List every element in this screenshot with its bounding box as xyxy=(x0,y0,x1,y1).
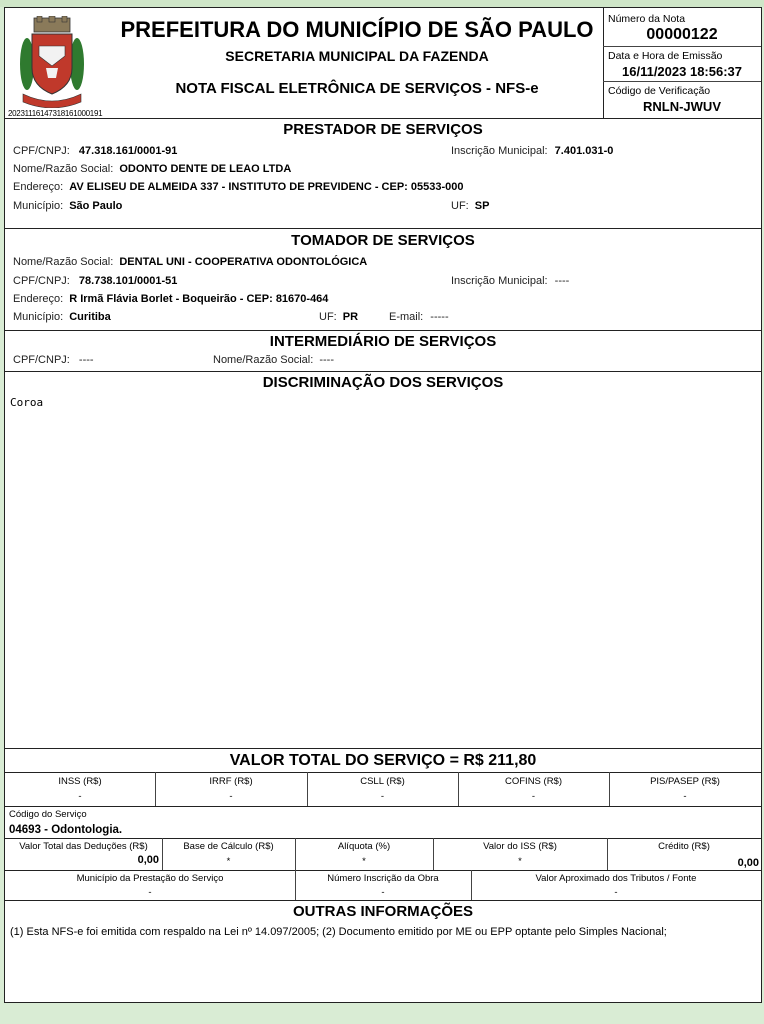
csll-label: CSLL (R$) xyxy=(360,776,405,787)
provider-im-row xyxy=(451,145,613,157)
window-top-strip xyxy=(0,0,764,7)
provider-im-label: Inscrição Municipal: xyxy=(451,145,548,157)
provider-section-title: PRESTADOR DE SERVIÇOS xyxy=(283,121,483,138)
provider-address-row xyxy=(13,181,463,193)
client-city: Curitiba xyxy=(69,311,111,323)
total-value: VALOR TOTAL DO SERVIÇO = R$ 211,80 xyxy=(229,752,537,769)
provider-address: AV ELISEU DE ALMEIDA 337 - INSTITUTO DE PREVIDENC - CEP: 05533-000 xyxy=(69,181,464,193)
work-registration-label: Número Inscrição da Obra xyxy=(327,873,439,884)
intermediary-cnpj-label: CPF/CNPJ: xyxy=(13,354,70,366)
divider-provider xyxy=(5,228,761,229)
approx-taxes-value: - xyxy=(614,887,618,898)
intermediary-name: ---- xyxy=(319,354,334,366)
divider-taxes xyxy=(5,806,761,807)
other-info-text: (1) Esta NFS-e foi emitida com respaldo na Lei nº 14.097/2005; (2) Documento emitido por ME ou EPP optante pelo Simples Nacional; xyxy=(10,926,667,938)
client-cnpj: 78.738.101/0001-51 xyxy=(78,275,178,287)
rate-value: * xyxy=(362,856,366,867)
pis-pasep-value: - xyxy=(683,791,687,802)
client-address-row xyxy=(13,293,328,305)
verification-code-label: Código de Verificação xyxy=(608,85,711,97)
client-cnpj-label: CPF/CNPJ: xyxy=(13,275,70,287)
cofins-value: - xyxy=(531,791,536,802)
intermediary-name-row xyxy=(213,354,334,366)
service-city-label: Município da Prestação do Serviço xyxy=(76,873,224,884)
intermediary-cnpj: ---- xyxy=(78,354,94,366)
client-im: ---- xyxy=(554,275,570,287)
verification-code: RNLN-JWUV xyxy=(643,99,721,114)
note-number-label: Número da Nota xyxy=(608,13,686,25)
provider-cnpj-row xyxy=(13,145,177,157)
client-name-row xyxy=(13,256,367,268)
divider-intermediary xyxy=(5,371,761,372)
work-registration-value: - xyxy=(381,887,385,898)
provider-name-row xyxy=(13,163,291,175)
divider-header xyxy=(5,118,761,119)
inss-label: INSS (R$) xyxy=(58,776,102,787)
iss-value: * xyxy=(518,856,522,867)
provider-uf-row xyxy=(451,200,489,212)
info-divider-2 xyxy=(603,81,761,82)
client-cnpj-row xyxy=(13,275,177,287)
deductions-value: 0,00 xyxy=(137,854,159,866)
services-description-title: DISCRIMINAÇÃO DOS SERVIÇOS xyxy=(262,374,504,391)
service-code: 04693 - Odontologia. xyxy=(9,824,123,836)
note-number: 00000122 xyxy=(646,26,718,43)
provider-uf-label: UF: xyxy=(451,200,469,212)
intermediary-section-title: INTERMEDIÁRIO DE SERVIÇOS xyxy=(269,333,497,350)
client-im-row xyxy=(451,275,569,287)
document-type-title: NOTA FISCAL ELETRÔNICA DE SERVIÇOS - NFS-e xyxy=(175,80,539,97)
client-im-label: Inscrição Municipal: xyxy=(451,275,548,287)
divider-location xyxy=(5,900,761,901)
client-uf: PR xyxy=(342,311,359,323)
calc-base-value: * xyxy=(226,856,231,867)
approx-taxes-label: Valor Aproximado dos Tributos / Fonte xyxy=(535,873,697,884)
iss-value-label: Valor do ISS (R$) xyxy=(483,841,557,852)
deductions-label: Valor Total das Deduções (R$) xyxy=(19,841,148,852)
municipality-title: PREFEITURA DO MUNICÍPIO DE SÃO PAULO xyxy=(120,17,594,42)
client-address-label: Endereço: xyxy=(13,293,64,305)
client-city-row xyxy=(13,311,111,323)
service-code-label: Código do Serviço xyxy=(9,809,87,820)
provider-name-label: Nome/Razão Social: xyxy=(13,163,114,175)
client-email-row xyxy=(389,311,449,323)
provider-city-label: Município: xyxy=(13,200,64,212)
nfse-document xyxy=(4,7,762,1003)
provider-address-label: Endereço: xyxy=(13,181,64,193)
provider-uf: SP xyxy=(474,200,490,212)
calc-base-label: Base de Cálculo (R$) xyxy=(183,841,274,852)
intermediary-cnpj-row xyxy=(13,354,94,366)
rate-label: Alíquota (%) xyxy=(337,841,391,852)
intermediary-name-label: Nome/Razão Social: xyxy=(213,354,314,366)
prefeitura-coat-of-arms xyxy=(19,16,85,108)
other-info-title: OUTRAS INFORMAÇÕES xyxy=(293,903,473,920)
client-uf-row xyxy=(319,311,358,323)
issue-datetime: 16/11/2023 18:56:37 xyxy=(622,64,742,79)
irrf-value: - xyxy=(229,791,233,802)
divider-services xyxy=(5,748,761,749)
client-section-title: TOMADOR DE SERVIÇOS xyxy=(291,232,475,249)
barcode-number: 20231116147318161000191 xyxy=(8,109,103,118)
info-divider-1 xyxy=(603,46,761,47)
provider-cnpj-label: CPF/CNPJ: xyxy=(13,145,70,157)
divider-client xyxy=(5,330,761,331)
client-name-label: Nome/Razão Social: xyxy=(13,256,114,268)
issue-datetime-label: Data e Hora de Emissão xyxy=(608,50,723,62)
client-city-label: Município: xyxy=(13,311,64,323)
provider-cnpj: 47.318.161/0001-91 xyxy=(78,145,178,157)
client-uf-label: UF: xyxy=(319,311,337,323)
cofins-label: COFINS (R$) xyxy=(505,776,562,787)
service-city-value: - xyxy=(148,887,152,898)
divider-service-code xyxy=(5,838,761,839)
provider-city-row xyxy=(13,200,122,212)
client-name: DENTAL UNI - COOPERATIVA ODONTOLÓGICA xyxy=(119,256,368,268)
provider-city: São Paulo xyxy=(69,200,123,212)
divider-calc xyxy=(5,870,761,871)
inss-value: - xyxy=(78,791,82,802)
provider-name: ODONTO DENTE DE LEAO LTDA xyxy=(119,163,292,175)
provider-im: 7.401.031-0 xyxy=(554,145,614,157)
irrf-label: IRRF (R$) xyxy=(209,776,253,787)
secretariat-subtitle: SECRETARIA MUNICIPAL DA FAZENDA xyxy=(225,48,489,64)
csll-value: - xyxy=(380,791,385,802)
credit-label: Crédito (R$) xyxy=(658,841,710,852)
client-address: R Irmã Flávia Borlet - Boqueirão - CEP: 81670-464 xyxy=(69,293,329,305)
client-email: ----- xyxy=(430,311,449,323)
pis-pasep-label: PIS/PASEP (R$) xyxy=(650,776,720,787)
divider-total xyxy=(5,772,761,773)
services-description-text: Coroa xyxy=(10,396,44,409)
client-email-label: E-mail: xyxy=(389,311,424,323)
credit-value: 0,00 xyxy=(737,857,759,869)
